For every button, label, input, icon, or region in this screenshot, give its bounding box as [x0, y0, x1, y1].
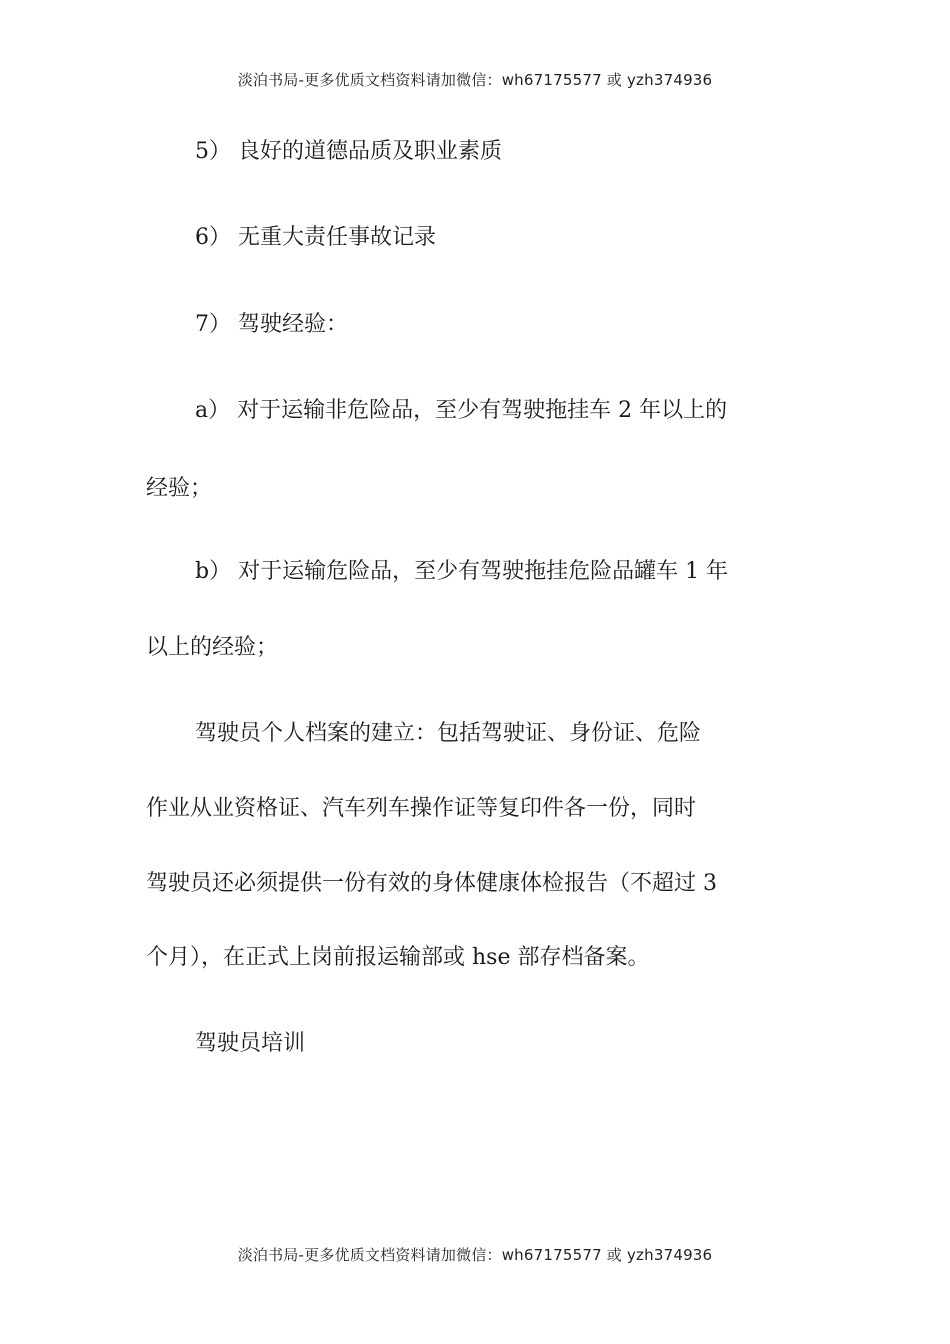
- archive-paragraph-line-2: 作业从业资格证、汽车列车操作证等复印件各一份，同时: [146, 796, 697, 821]
- experience-b-line-1: b） 对于运输危险品，至少有驾驶拖挂危险品罐车 1 年: [195, 559, 729, 584]
- archive-paragraph-line-3: 驾驶员还必须提供一份有效的身体健康体检报告（不超过 3: [146, 871, 717, 896]
- requirement-5-line-1: 5） 良好的道德品质及职业素质: [195, 139, 502, 164]
- experience-a-line-1: a） 对于运输非危险品，至少有驾驶拖挂车 2 年以上的: [195, 398, 728, 423]
- requirement-6-line-1: 6） 无重大责任事故记录: [195, 225, 436, 250]
- archive-paragraph-line-1: 驾驶员个人档案的建立：包括驾驶证、身份证、危险: [195, 721, 702, 746]
- experience-a-line-2: 经验；: [146, 476, 213, 501]
- experience-b-line-2: 以上的经验；: [146, 635, 279, 660]
- requirement-7-line-1: 7） 驾驶经验：: [195, 312, 348, 337]
- page-footer: 淡泊书局-更多优质文档资料请加微信：wh67175577 或 yzh374936: [237, 1246, 713, 1264]
- archive-paragraph-line-4: 个月），在正式上岗前报运输部或 hse 部存档备案。: [146, 945, 650, 970]
- training-heading: 驾驶员培训: [195, 1031, 306, 1056]
- page-header: 淡泊书局-更多优质文档资料请加微信：wh67175577 或 yzh374936: [237, 71, 713, 89]
